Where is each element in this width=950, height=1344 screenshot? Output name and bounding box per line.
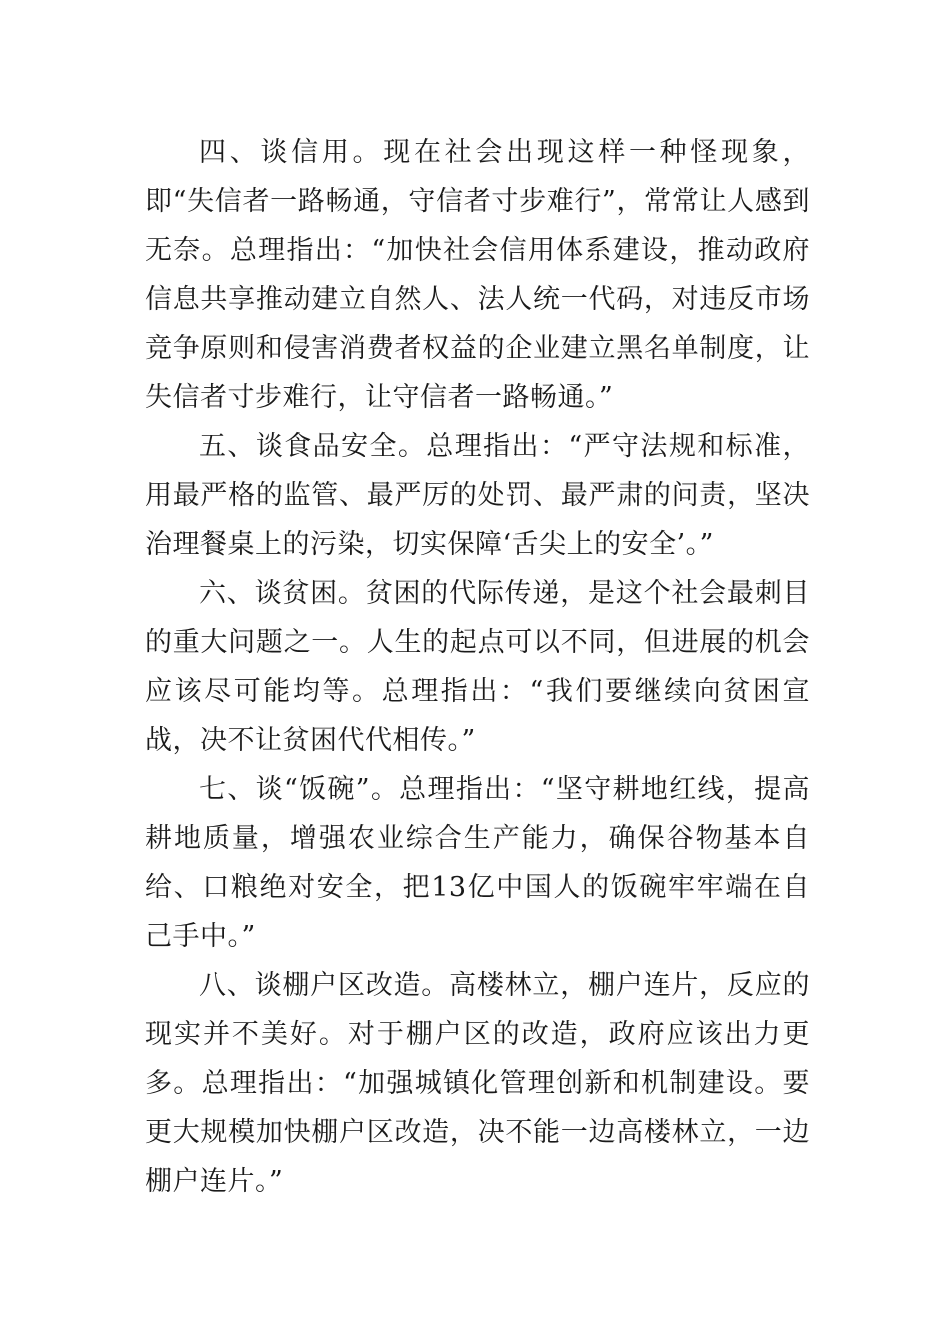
paragraph-poverty: 六、谈贫困。贫困的代际传递，是这个社会最刺目的重大问题之一。人生的起点可以不同，但进展的机会应该尽可能均等。总理指出：“我们要继续向贫困宣战，决不让贫困代代相传。”	[145, 578, 810, 756]
paragraph-credit: 四、谈信用。现在社会出现这样一种怪现象，即“失信者一路畅通，守信者寸步难行”，常常让人感到无奈。总理指出：“加快社会信用体系建设，推动政府信息共享推动建立自然人、法人统一代码，对违反市场竞争原则和侵害消费者权益的企业建立黑名单制度，让失信者寸步难行，让守信者一路畅通。”	[145, 137, 810, 413]
paragraph-food-safety: 五、谈食品安全。总理指出：“严守法规和标准，用最严格的监管、最严厉的处罚、最严肃的问责，坚决治理餐桌上的污染，切实保障‘舌尖上的安全’。”	[145, 431, 810, 560]
document-body	[145, 128, 810, 1206]
paragraph-rice-bowl: 七、谈“饭碗”。总理指出：“坚守耕地红线，提高耕地质量，增强农业综合生产能力，确保谷物基本自给、口粮绝对安全，把13亿中国人的饭碗牢牢端在自己手中。”	[145, 774, 810, 952]
paragraph-shantytown: 八、谈棚户区改造。高楼林立，棚户连片，反应的现实并不美好。对于棚户区的改造，政府应该出力更多。总理指出：“加强城镇化管理创新和机制建设。要更大规模加快棚户区改造，决不能一边高楼林立，一边棚户连片。”	[145, 970, 810, 1197]
